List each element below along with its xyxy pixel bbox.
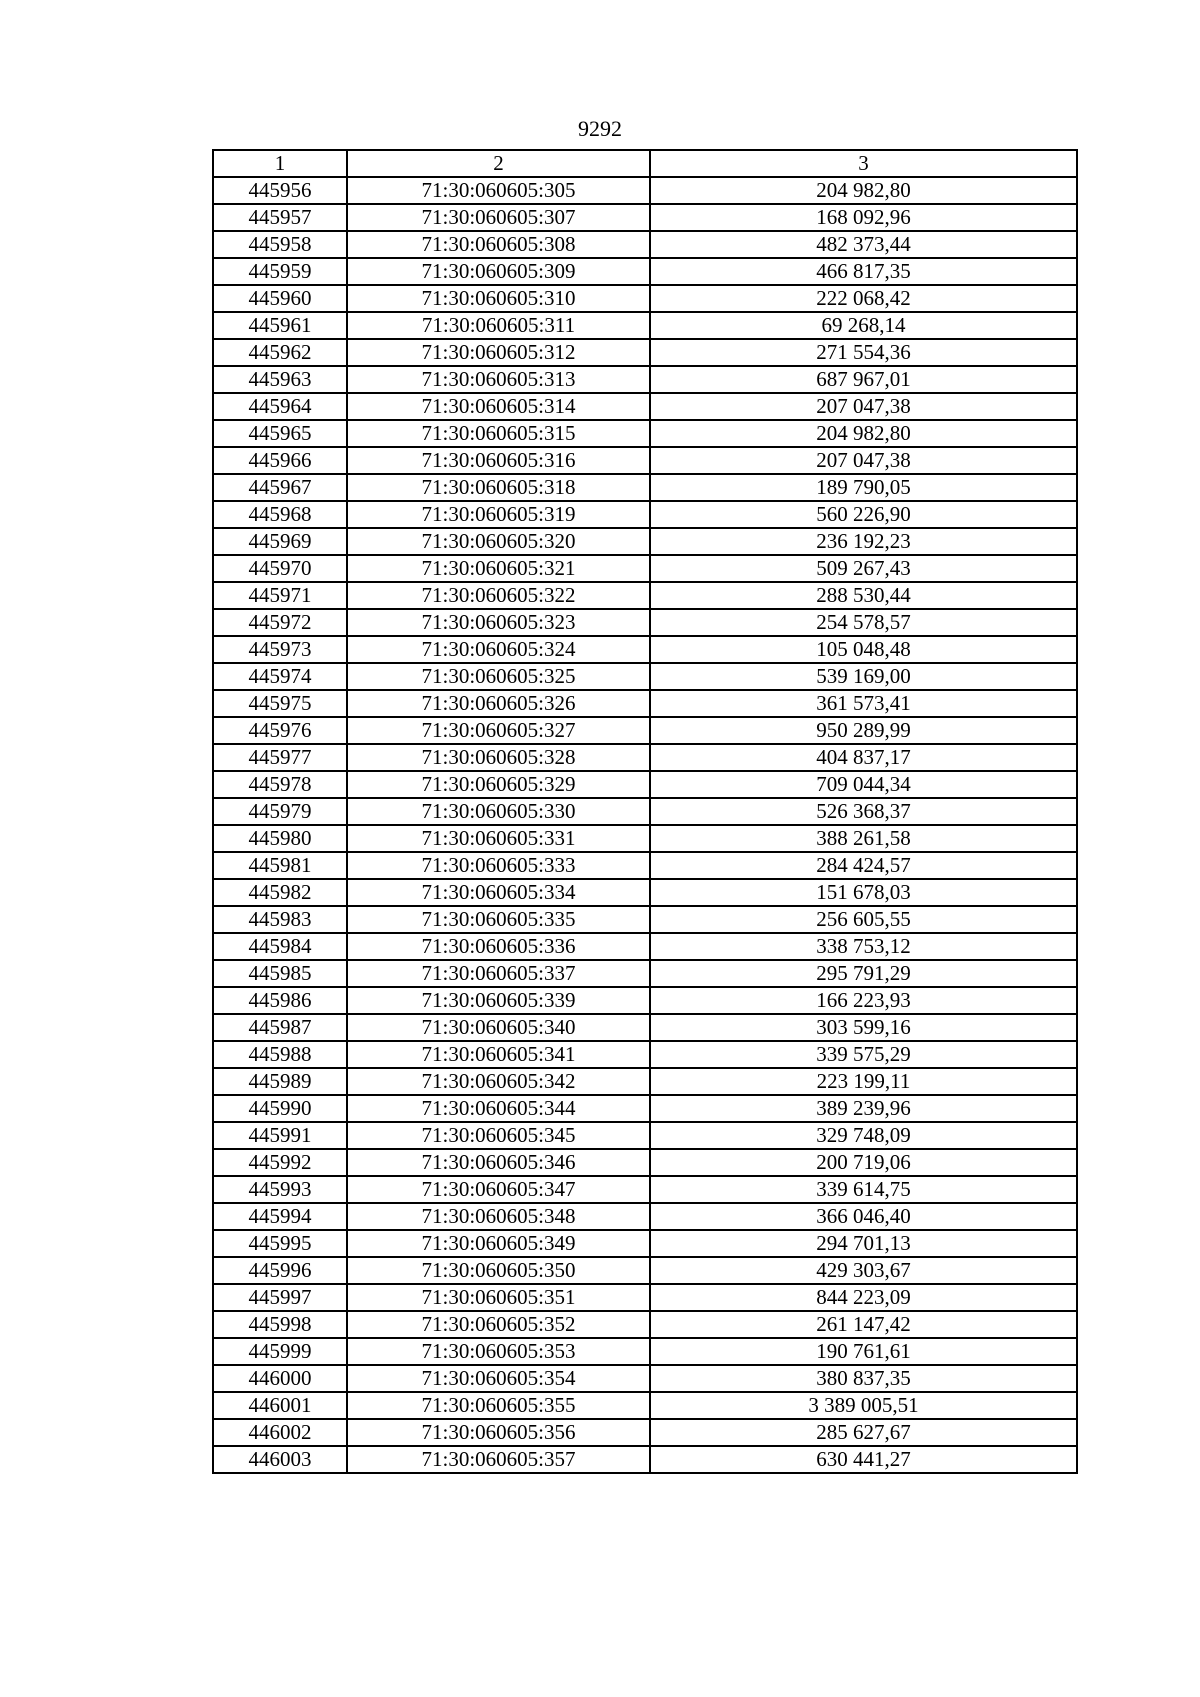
table-body bbox=[213, 177, 1077, 1473]
row-number-cell: 446002 bbox=[213, 1419, 347, 1446]
value-cell: 466 817,35 bbox=[650, 258, 1077, 285]
table-row bbox=[213, 771, 1077, 798]
cadastral-number-cell: 71:30:060605:305 bbox=[347, 177, 650, 204]
table-row bbox=[213, 1230, 1077, 1257]
column-header-3: 3 bbox=[650, 150, 1077, 177]
row-number-cell: 445985 bbox=[213, 960, 347, 987]
value-cell: 207 047,38 bbox=[650, 393, 1077, 420]
cadastral-number-cell: 71:30:060605:352 bbox=[347, 1311, 650, 1338]
cadastral-number-cell: 71:30:060605:311 bbox=[347, 312, 650, 339]
cadastral-number-cell: 71:30:060605:350 bbox=[347, 1257, 650, 1284]
row-number-cell: 445973 bbox=[213, 636, 347, 663]
value-cell: 709 044,34 bbox=[650, 771, 1077, 798]
table-row bbox=[213, 528, 1077, 555]
value-cell: 236 192,23 bbox=[650, 528, 1077, 555]
value-cell: 204 982,80 bbox=[650, 177, 1077, 204]
row-number-cell: 445964 bbox=[213, 393, 347, 420]
value-cell: 339 614,75 bbox=[650, 1176, 1077, 1203]
value-cell: 200 719,06 bbox=[650, 1149, 1077, 1176]
value-cell: 303 599,16 bbox=[650, 1014, 1077, 1041]
page-number-text: 9292 bbox=[578, 116, 622, 141]
cadastral-number-cell: 71:30:060605:339 bbox=[347, 987, 650, 1014]
row-number-cell: 445956 bbox=[213, 177, 347, 204]
value-cell: 288 530,44 bbox=[650, 582, 1077, 609]
row-number-cell: 445967 bbox=[213, 474, 347, 501]
row-number-cell: 445959 bbox=[213, 258, 347, 285]
table-row bbox=[213, 1149, 1077, 1176]
value-cell: 404 837,17 bbox=[650, 744, 1077, 771]
row-number-cell: 445988 bbox=[213, 1041, 347, 1068]
table-row bbox=[213, 366, 1077, 393]
cadastral-number-cell: 71:30:060605:333 bbox=[347, 852, 650, 879]
cadastral-number-cell: 71:30:060605:357 bbox=[347, 1446, 650, 1473]
cadastral-number-cell: 71:30:060605:313 bbox=[347, 366, 650, 393]
value-cell: 687 967,01 bbox=[650, 366, 1077, 393]
value-cell: 361 573,41 bbox=[650, 690, 1077, 717]
table-row bbox=[213, 744, 1077, 771]
row-number-cell: 445970 bbox=[213, 555, 347, 582]
row-number-cell: 445986 bbox=[213, 987, 347, 1014]
cadastral-number-cell: 71:30:060605:314 bbox=[347, 393, 650, 420]
value-cell: 207 047,38 bbox=[650, 447, 1077, 474]
value-cell: 329 748,09 bbox=[650, 1122, 1077, 1149]
row-number-cell: 445960 bbox=[213, 285, 347, 312]
table-row bbox=[213, 1095, 1077, 1122]
cadastral-number-cell: 71:30:060605:330 bbox=[347, 798, 650, 825]
cadastral-number-cell: 71:30:060605:312 bbox=[347, 339, 650, 366]
value-cell: 189 790,05 bbox=[650, 474, 1077, 501]
cadastral-number-cell: 71:30:060605:337 bbox=[347, 960, 650, 987]
cadastral-number-cell: 71:30:060605:355 bbox=[347, 1392, 650, 1419]
cadastral-number-cell: 71:30:060605:336 bbox=[347, 933, 650, 960]
table-row bbox=[213, 636, 1077, 663]
row-number-cell: 445976 bbox=[213, 717, 347, 744]
table-row bbox=[213, 393, 1077, 420]
value-cell: 223 199,11 bbox=[650, 1068, 1077, 1095]
row-number-cell: 445977 bbox=[213, 744, 347, 771]
cadastral-number-cell: 71:30:060605:310 bbox=[347, 285, 650, 312]
cadastral-number-cell: 71:30:060605:322 bbox=[347, 582, 650, 609]
value-cell: 190 761,61 bbox=[650, 1338, 1077, 1365]
table-row bbox=[213, 1311, 1077, 1338]
row-number-cell: 445992 bbox=[213, 1149, 347, 1176]
row-number-cell: 445994 bbox=[213, 1203, 347, 1230]
column-header-2: 2 bbox=[347, 150, 650, 177]
table-row bbox=[213, 1284, 1077, 1311]
cadastral-number-cell: 71:30:060605:307 bbox=[347, 204, 650, 231]
cadastral-number-cell: 71:30:060605:326 bbox=[347, 690, 650, 717]
cadastral-number-cell: 71:30:060605:345 bbox=[347, 1122, 650, 1149]
value-cell: 204 982,80 bbox=[650, 420, 1077, 447]
table-row bbox=[213, 987, 1077, 1014]
row-number-cell: 445965 bbox=[213, 420, 347, 447]
page-number bbox=[0, 116, 1200, 142]
value-cell: 166 223,93 bbox=[650, 987, 1077, 1014]
cadastral-number-cell: 71:30:060605:308 bbox=[347, 231, 650, 258]
value-cell: 294 701,13 bbox=[650, 1230, 1077, 1257]
row-number-cell: 445963 bbox=[213, 366, 347, 393]
row-number-cell: 446000 bbox=[213, 1365, 347, 1392]
table-row bbox=[213, 663, 1077, 690]
table-row bbox=[213, 312, 1077, 339]
row-number-cell: 446003 bbox=[213, 1446, 347, 1473]
table-row bbox=[213, 879, 1077, 906]
cadastral-number-cell: 71:30:060605:319 bbox=[347, 501, 650, 528]
row-number-cell: 445957 bbox=[213, 204, 347, 231]
table-row bbox=[213, 1203, 1077, 1230]
value-cell: 105 048,48 bbox=[650, 636, 1077, 663]
row-number-cell: 445958 bbox=[213, 231, 347, 258]
cadastral-number-cell: 71:30:060605:356 bbox=[347, 1419, 650, 1446]
table-row bbox=[213, 1446, 1077, 1473]
row-number-cell: 445989 bbox=[213, 1068, 347, 1095]
table-row bbox=[213, 717, 1077, 744]
value-cell: 222 068,42 bbox=[650, 285, 1077, 312]
row-number-cell: 445995 bbox=[213, 1230, 347, 1257]
cadastral-number-cell: 71:30:060605:321 bbox=[347, 555, 650, 582]
value-cell: 429 303,67 bbox=[650, 1257, 1077, 1284]
value-cell: 254 578,57 bbox=[650, 609, 1077, 636]
cadastral-number-cell: 71:30:060605:335 bbox=[347, 906, 650, 933]
table-row bbox=[213, 555, 1077, 582]
cadastral-number-cell: 71:30:060605:349 bbox=[347, 1230, 650, 1257]
table-row bbox=[213, 474, 1077, 501]
cadastral-number-cell: 71:30:060605:325 bbox=[347, 663, 650, 690]
row-number-cell: 445981 bbox=[213, 852, 347, 879]
cadastral-number-cell: 71:30:060605:327 bbox=[347, 717, 650, 744]
row-number-cell: 445999 bbox=[213, 1338, 347, 1365]
table-row bbox=[213, 1041, 1077, 1068]
table-row bbox=[213, 960, 1077, 987]
cadastral-number-cell: 71:30:060605:324 bbox=[347, 636, 650, 663]
table-row bbox=[213, 177, 1077, 204]
table-row bbox=[213, 1338, 1077, 1365]
table-row bbox=[213, 1122, 1077, 1149]
table-row bbox=[213, 582, 1077, 609]
table-row bbox=[213, 285, 1077, 312]
cadastral-number-cell: 71:30:060605:354 bbox=[347, 1365, 650, 1392]
cadastral-number-cell: 71:30:060605:347 bbox=[347, 1176, 650, 1203]
value-cell: 560 226,90 bbox=[650, 501, 1077, 528]
value-cell: 539 169,00 bbox=[650, 663, 1077, 690]
row-number-cell: 445972 bbox=[213, 609, 347, 636]
value-cell: 284 424,57 bbox=[650, 852, 1077, 879]
row-number-cell: 445978 bbox=[213, 771, 347, 798]
table-row bbox=[213, 420, 1077, 447]
cadastral-number-cell: 71:30:060605:353 bbox=[347, 1338, 650, 1365]
cadastral-number-cell: 71:30:060605:315 bbox=[347, 420, 650, 447]
cadastral-number-cell: 71:30:060605:329 bbox=[347, 771, 650, 798]
table-row bbox=[213, 1392, 1077, 1419]
table-row bbox=[213, 906, 1077, 933]
value-cell: 366 046,40 bbox=[650, 1203, 1077, 1230]
table-row bbox=[213, 501, 1077, 528]
value-cell: 844 223,09 bbox=[650, 1284, 1077, 1311]
table-row bbox=[213, 1365, 1077, 1392]
row-number-cell: 445998 bbox=[213, 1311, 347, 1338]
table-row bbox=[213, 933, 1077, 960]
value-cell: 151 678,03 bbox=[650, 879, 1077, 906]
value-cell: 950 289,99 bbox=[650, 717, 1077, 744]
table-row bbox=[213, 231, 1077, 258]
value-cell: 380 837,35 bbox=[650, 1365, 1077, 1392]
table-header bbox=[213, 150, 1077, 177]
table-row bbox=[213, 1014, 1077, 1041]
cadastral-number-cell: 71:30:060605:341 bbox=[347, 1041, 650, 1068]
table-row bbox=[213, 609, 1077, 636]
cadastral-number-cell: 71:30:060605:309 bbox=[347, 258, 650, 285]
table-row bbox=[213, 447, 1077, 474]
column-header-1: 1 bbox=[213, 150, 347, 177]
cadastral-number-cell: 71:30:060605:340 bbox=[347, 1014, 650, 1041]
cadastral-number-cell: 71:30:060605:344 bbox=[347, 1095, 650, 1122]
cadastral-number-cell: 71:30:060605:328 bbox=[347, 744, 650, 771]
row-number-cell: 445975 bbox=[213, 690, 347, 717]
value-cell: 389 239,96 bbox=[650, 1095, 1077, 1122]
cadastral-number-cell: 71:30:060605:318 bbox=[347, 474, 650, 501]
table-row bbox=[213, 204, 1077, 231]
value-cell: 261 147,42 bbox=[650, 1311, 1077, 1338]
value-cell: 338 753,12 bbox=[650, 933, 1077, 960]
row-number-cell: 445979 bbox=[213, 798, 347, 825]
value-cell: 256 605,55 bbox=[650, 906, 1077, 933]
table-row bbox=[213, 1419, 1077, 1446]
row-number-cell: 445990 bbox=[213, 1095, 347, 1122]
value-cell: 69 268,14 bbox=[650, 312, 1077, 339]
cadastral-number-cell: 71:30:060605:346 bbox=[347, 1149, 650, 1176]
cadastral-number-cell: 71:30:060605:342 bbox=[347, 1068, 650, 1095]
cadastral-number-cell: 71:30:060605:320 bbox=[347, 528, 650, 555]
row-number-cell: 445987 bbox=[213, 1014, 347, 1041]
value-cell: 295 791,29 bbox=[650, 960, 1077, 987]
row-number-cell: 446001 bbox=[213, 1392, 347, 1419]
table-row bbox=[213, 258, 1077, 285]
value-cell: 285 627,67 bbox=[650, 1419, 1077, 1446]
value-cell: 168 092,96 bbox=[650, 204, 1077, 231]
cadastral-number-cell: 71:30:060605:331 bbox=[347, 825, 650, 852]
row-number-cell: 445983 bbox=[213, 906, 347, 933]
value-cell: 3 389 005,51 bbox=[650, 1392, 1077, 1419]
row-number-cell: 445991 bbox=[213, 1122, 347, 1149]
table-row bbox=[213, 825, 1077, 852]
cadastral-number-cell: 71:30:060605:323 bbox=[347, 609, 650, 636]
row-number-cell: 445993 bbox=[213, 1176, 347, 1203]
row-number-cell: 445971 bbox=[213, 582, 347, 609]
row-number-cell: 445982 bbox=[213, 879, 347, 906]
row-number-cell: 445974 bbox=[213, 663, 347, 690]
row-number-cell: 445962 bbox=[213, 339, 347, 366]
cadastral-number-cell: 71:30:060605:348 bbox=[347, 1203, 650, 1230]
registry-table bbox=[212, 149, 1078, 1474]
value-cell: 509 267,43 bbox=[650, 555, 1077, 582]
table-row bbox=[213, 1257, 1077, 1284]
value-cell: 482 373,44 bbox=[650, 231, 1077, 258]
table-row bbox=[213, 690, 1077, 717]
table-row bbox=[213, 1068, 1077, 1095]
value-cell: 630 441,27 bbox=[650, 1446, 1077, 1473]
row-number-cell: 445996 bbox=[213, 1257, 347, 1284]
value-cell: 271 554,36 bbox=[650, 339, 1077, 366]
cadastral-number-cell: 71:30:060605:316 bbox=[347, 447, 650, 474]
row-number-cell: 445980 bbox=[213, 825, 347, 852]
cadastral-number-cell: 71:30:060605:351 bbox=[347, 1284, 650, 1311]
cadastral-number-cell: 71:30:060605:334 bbox=[347, 879, 650, 906]
row-number-cell: 445966 bbox=[213, 447, 347, 474]
header-row bbox=[213, 150, 1077, 177]
value-cell: 339 575,29 bbox=[650, 1041, 1077, 1068]
table-row bbox=[213, 798, 1077, 825]
row-number-cell: 445969 bbox=[213, 528, 347, 555]
row-number-cell: 445968 bbox=[213, 501, 347, 528]
row-number-cell: 445984 bbox=[213, 933, 347, 960]
row-number-cell: 445961 bbox=[213, 312, 347, 339]
value-cell: 388 261,58 bbox=[650, 825, 1077, 852]
value-cell: 526 368,37 bbox=[650, 798, 1077, 825]
table-row bbox=[213, 339, 1077, 366]
row-number-cell: 445997 bbox=[213, 1284, 347, 1311]
table-row bbox=[213, 852, 1077, 879]
table-row bbox=[213, 1176, 1077, 1203]
